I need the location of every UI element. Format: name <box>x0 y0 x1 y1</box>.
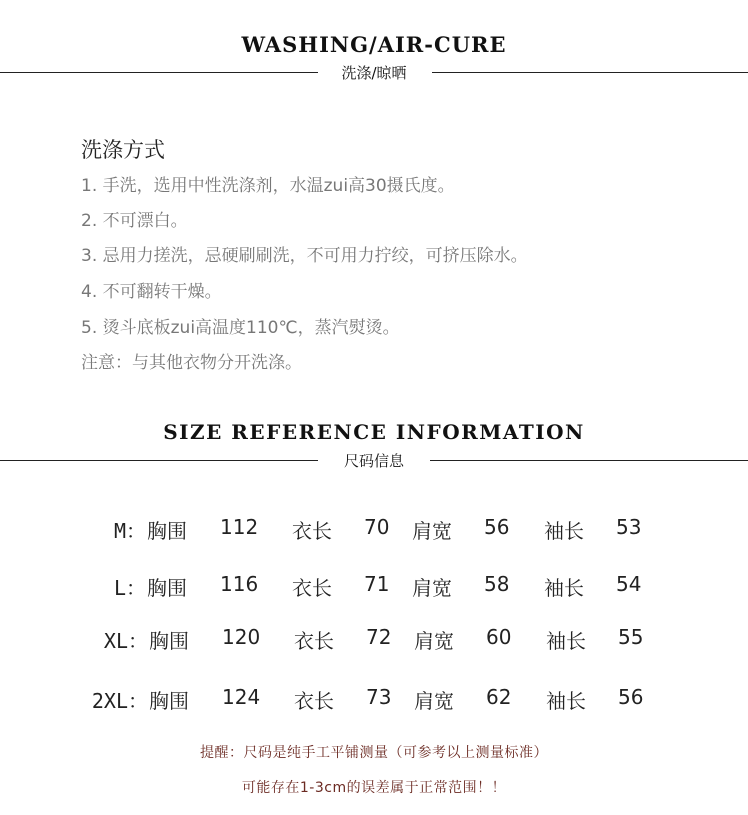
length-label: 衣长 <box>294 629 334 653</box>
chest-label: 胸围 <box>147 519 187 543</box>
size-label: M： <box>113 519 146 543</box>
size-label: L： <box>113 576 146 600</box>
sleeve-label: 袖长 <box>546 689 586 713</box>
length-label: 衣长 <box>292 519 332 543</box>
shoulder-label: 肩宽 <box>412 519 452 543</box>
sleeve-label: 袖长 <box>544 576 584 600</box>
error-range-note: 可能存在1-3cm的误差属于正常范围！！ <box>241 780 507 796</box>
chest-label: 胸围 <box>149 689 189 713</box>
length-value: 70 <box>364 515 390 539</box>
washing-section-title: WASHING/AIR-CURE <box>241 32 507 57</box>
length-label: 衣长 <box>292 576 332 600</box>
washing-instruction-2: 2. 不可漂白。 <box>81 211 188 231</box>
washing-instruction-1: 1. 手洗，选用中性洗涤剂，水温zui高30摄氏度。 <box>81 176 455 196</box>
washing-instruction-4: 4. 不可翻转干燥。 <box>81 282 222 302</box>
chest-label: 胸围 <box>147 576 187 600</box>
shoulder-value: 62 <box>486 685 512 709</box>
size-label: 2XL： <box>91 689 148 713</box>
size-row-l <box>0 572 748 602</box>
size-row-xl <box>0 625 748 655</box>
washing-instruction-3: 3. 忌用力搓洗，忌硬刷刷洗，不可用力拧绞，可挤压除水。 <box>81 246 528 266</box>
length-value: 72 <box>366 625 392 649</box>
chest-value: 112 <box>220 515 259 539</box>
shoulder-label: 肩宽 <box>412 576 452 600</box>
chest-value: 120 <box>222 625 261 649</box>
washing-instruction-5: 5. 烫斗底板zui高温度110℃，蒸汽熨烫。 <box>81 318 400 338</box>
sleeve-value: 56 <box>618 685 644 709</box>
measurement-reminder: 提醒：尺码是纯手工平铺测量（可参考以上测量标准） <box>200 745 548 761</box>
sleeve-label: 袖长 <box>546 629 586 653</box>
chest-label: 胸围 <box>149 629 189 653</box>
size-row-2xl <box>0 685 748 715</box>
washing-method-heading: 洗涤方式 <box>81 138 165 162</box>
length-value: 73 <box>366 685 392 709</box>
shoulder-label: 肩宽 <box>414 689 454 713</box>
washing-note: 注意：与其他衣物分开洗涤。 <box>81 353 302 373</box>
length-label: 衣长 <box>294 689 334 713</box>
size-section-title: SIZE REFERENCE INFORMATION <box>163 420 585 444</box>
size-section-subtitle: 尺码信息 <box>343 452 404 470</box>
length-value: 71 <box>364 572 390 596</box>
sleeve-label: 袖长 <box>544 519 584 543</box>
shoulder-value: 60 <box>486 625 512 649</box>
sleeve-value: 55 <box>618 625 644 649</box>
sleeve-value: 54 <box>616 572 642 596</box>
shoulder-value: 58 <box>484 572 510 596</box>
sleeve-value: 53 <box>616 515 642 539</box>
shoulder-value: 56 <box>484 515 510 539</box>
chest-value: 124 <box>222 685 261 709</box>
size-row-m <box>0 515 748 545</box>
size-label: XL： <box>103 629 148 653</box>
shoulder-label: 肩宽 <box>414 629 454 653</box>
washing-section-subtitle: 洗涤/晾晒 <box>341 64 407 82</box>
chest-value: 116 <box>220 572 259 596</box>
